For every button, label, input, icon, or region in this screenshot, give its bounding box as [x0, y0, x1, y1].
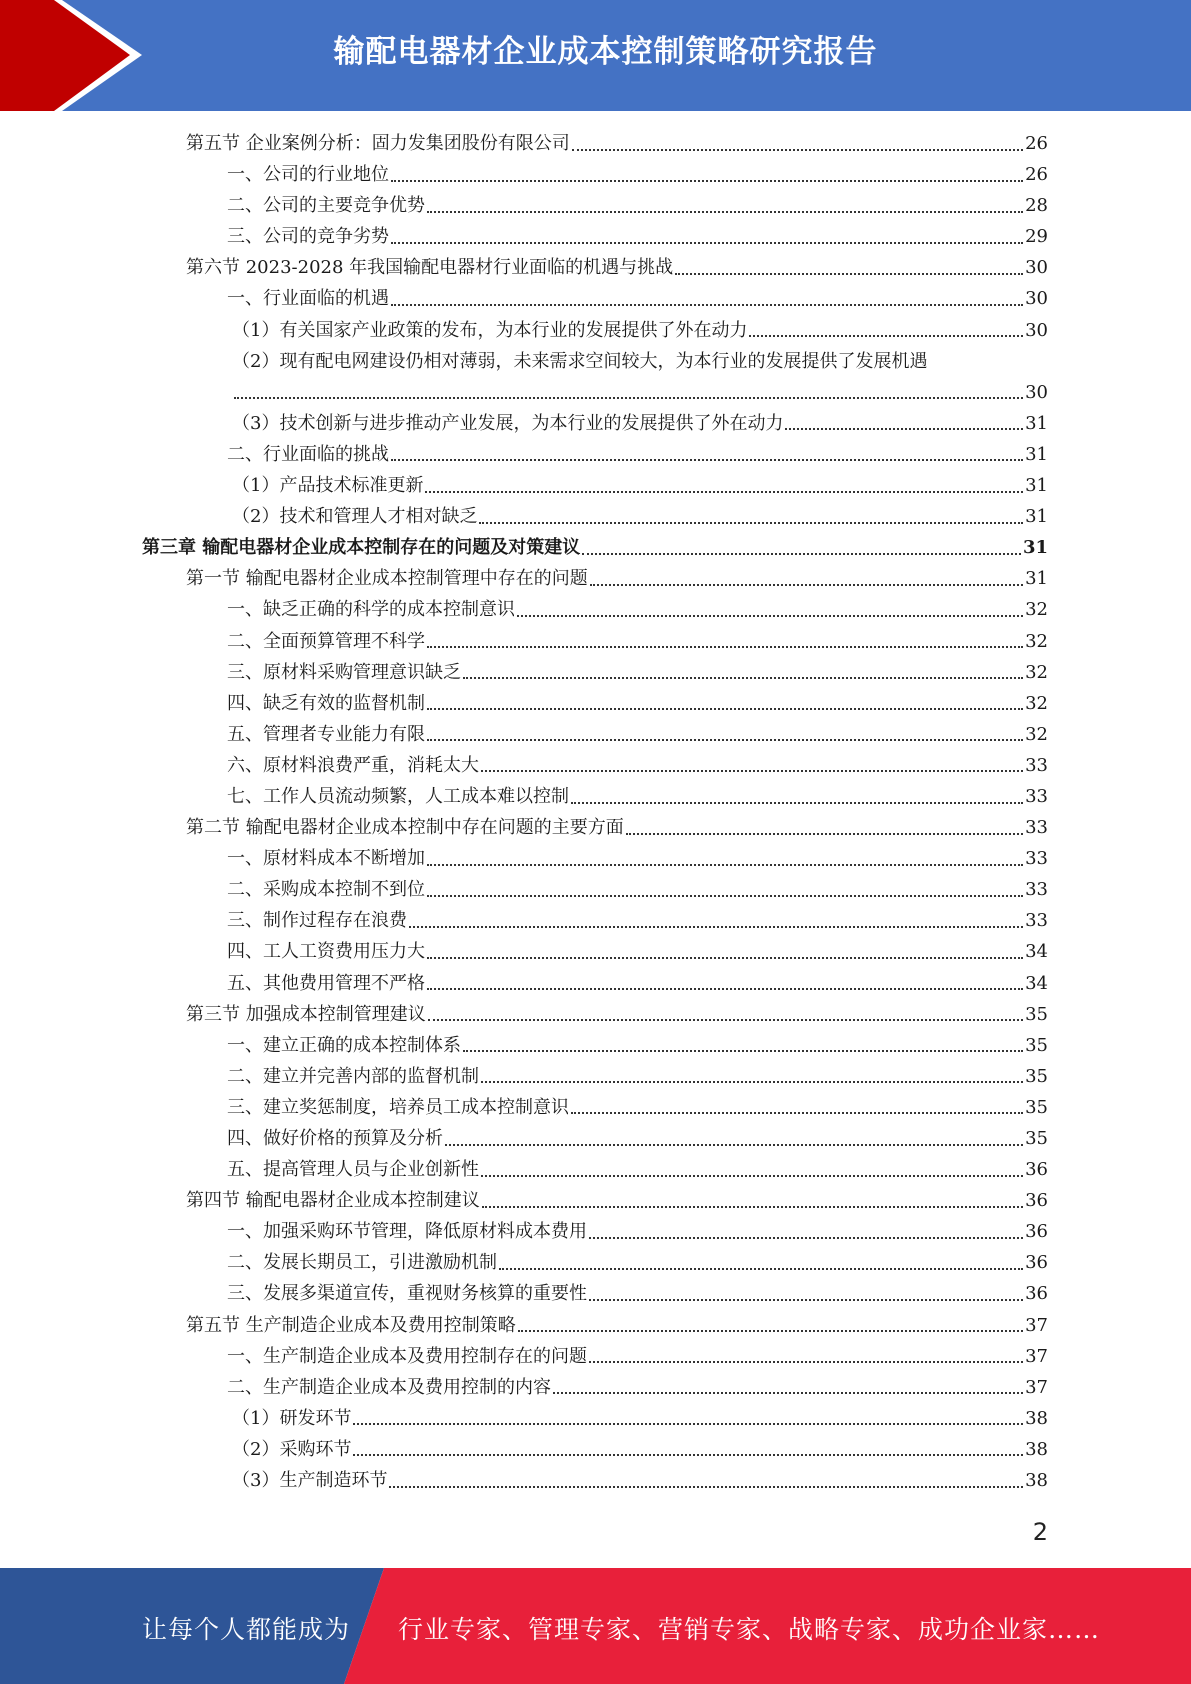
- toc-entry-page: 30: [1025, 257, 1048, 279]
- toc-entry-page: 33: [1025, 817, 1048, 839]
- toc-entry-title: 四、缺乏有效的监督机制: [227, 692, 425, 714]
- toc-entry-title: 三、原材料采购管理意识缺乏: [227, 661, 461, 683]
- toc-entry-page: 30: [1025, 288, 1048, 310]
- toc-dot-leader: [428, 1019, 1023, 1021]
- toc-entry-page: 32: [1025, 723, 1048, 745]
- toc-entry-title: 二、发展长期员工，引进激励机制: [227, 1252, 497, 1274]
- toc-entry-title: 二、建立并完善内部的监督机制: [227, 1065, 479, 1087]
- toc-dot-leader: [626, 833, 1023, 835]
- toc-entry-page: 30: [1025, 381, 1048, 403]
- toc-entry-title: （2）采购环节: [232, 1438, 352, 1460]
- toc-entry[interactable]: [142, 1061, 1048, 1092]
- toc-entry-title: 一、行业面临的机遇: [227, 288, 389, 310]
- toc-entry-title: 二、生产制造企业成本及费用控制的内容: [227, 1376, 551, 1398]
- toc-entry[interactable]: [142, 688, 1048, 719]
- report-header: [0, 0, 1191, 111]
- toc-entry-title: 三、制作过程存在浪费: [227, 910, 407, 932]
- toc-dot-leader: [481, 1081, 1023, 1083]
- toc-entry[interactable]: [142, 190, 1048, 221]
- toc-dot-leader: [234, 397, 1023, 399]
- toc-entry-page: 36: [1025, 1283, 1048, 1305]
- toc-entry[interactable]: [142, 221, 1048, 252]
- table-of-contents: [142, 128, 1048, 1496]
- toc-entry[interactable]: [142, 1341, 1048, 1372]
- toc-entry-page: 36: [1025, 1159, 1048, 1181]
- toc-entry-page: 33: [1025, 910, 1048, 932]
- toc-dot-leader: [427, 988, 1023, 990]
- toc-entry[interactable]: [142, 843, 1048, 874]
- toc-entry[interactable]: [142, 408, 1048, 439]
- toc-entry-page: 26: [1025, 133, 1048, 154]
- toc-entry-page: 31: [1025, 506, 1048, 528]
- toc-entry[interactable]: [142, 968, 1048, 999]
- toc-entry-title: 六、原材料浪费严重，消耗太大: [227, 754, 479, 776]
- toc-dot-leader: [749, 335, 1023, 337]
- toc-dot-leader: [353, 1423, 1023, 1425]
- toc-entry-title: 一、缺乏正确的科学的成本控制意识: [227, 599, 515, 621]
- toc-entry[interactable]: [142, 563, 1048, 594]
- toc-dot-leader: [391, 304, 1023, 306]
- toc-entry-title: 四、工人工资费用压力大: [227, 941, 425, 963]
- toc-entry[interactable]: [142, 812, 1048, 843]
- toc-dot-leader: [427, 895, 1023, 897]
- toc-entry-page: 31: [1025, 443, 1048, 465]
- toc-dot-leader: [582, 553, 1021, 555]
- toc-dot-leader: [409, 926, 1023, 928]
- toc-dot-leader: [571, 802, 1023, 804]
- toc-dot-leader: [675, 273, 1023, 275]
- page-number: 2: [1032, 1518, 1048, 1546]
- toc-entry-title: （1）有关国家产业政策的发布，为本行业的发展提供了外在动力: [232, 319, 748, 341]
- toc-entry[interactable]: [142, 439, 1048, 470]
- toc-entry-title: 一、建立正确的成本控制体系: [227, 1034, 461, 1056]
- toc-entry-title: 第五节 企业案例分析：固力发集团股份有限公司: [186, 133, 570, 154]
- toc-entry-title: 二、行业面临的挑战: [227, 443, 389, 465]
- toc-entry-title: 第二节 输配电器材企业成本控制中存在问题的主要方面: [186, 817, 624, 839]
- toc-entry-page: 36: [1025, 1252, 1048, 1274]
- toc-entry[interactable]: [142, 1372, 1048, 1403]
- toc-entry-page: 30: [1025, 319, 1048, 341]
- toc-entry-page: 35: [1025, 1034, 1048, 1056]
- toc-dot-leader: [353, 1454, 1023, 1456]
- toc-dot-leader: [391, 180, 1023, 182]
- toc-entry[interactable]: [142, 1154, 1048, 1185]
- toc-entry-page: 26: [1025, 164, 1048, 186]
- toc-entry-page: 38: [1025, 1438, 1048, 1460]
- toc-entry[interactable]: [142, 657, 1048, 688]
- toc-dot-leader: [427, 739, 1023, 741]
- toc-entry[interactable]: [142, 315, 1048, 346]
- toc-entry-page: 32: [1025, 661, 1048, 683]
- toc-entry[interactable]: [142, 1247, 1048, 1278]
- toc-entry[interactable]: [142, 905, 1048, 936]
- toc-entry-title: 五、其他费用管理不严格: [227, 972, 425, 994]
- toc-entry-title: 七、工作人员流动频繁，人工成本难以控制: [227, 785, 569, 807]
- toc-entry-title: 第五节 生产制造企业成本及费用控制策略: [186, 1314, 516, 1336]
- toc-entry[interactable]: [142, 1465, 1048, 1496]
- toc-entry[interactable]: [142, 750, 1048, 781]
- toc-entry-title: 一、原材料成本不断增加: [227, 848, 425, 870]
- toc-entry[interactable]: [142, 346, 1048, 377]
- toc-entry-title: 第一节 输配电器材企业成本控制管理中存在的问题: [186, 568, 588, 590]
- toc-entry-title: 第六节 2023-2028 年我国输配电器材行业面临的机遇与挑战: [186, 257, 674, 279]
- toc-dot-leader: [589, 1299, 1023, 1301]
- toc-entry[interactable]: [142, 283, 1048, 314]
- toc-entry-title: 二、公司的主要竞争优势: [227, 195, 425, 217]
- toc-entry[interactable]: [142, 470, 1048, 501]
- toc-entry[interactable]: [142, 1278, 1048, 1309]
- toc-dot-leader: [517, 615, 1023, 617]
- toc-entry[interactable]: [142, 377, 1048, 408]
- toc-entry[interactable]: [142, 128, 1048, 159]
- toc-entry-page: 34: [1025, 972, 1048, 994]
- report-title: 输配电器材企业成本控制策略研究报告: [333, 34, 878, 70]
- toc-entry[interactable]: [142, 626, 1048, 657]
- toc-entry-page: 33: [1025, 754, 1048, 776]
- toc-entry[interactable]: [142, 501, 1048, 532]
- toc-entry[interactable]: [142, 874, 1048, 905]
- toc-dot-leader: [590, 584, 1023, 586]
- toc-entry-title: 一、加强采购环节管理，降低原材料成本费用: [227, 1221, 587, 1243]
- toc-entry-title: 二、全面预算管理不科学: [227, 630, 425, 652]
- toc-entry-title: 三、公司的竞争劣势: [227, 226, 389, 248]
- toc-entry-title: 一、公司的行业地位: [227, 164, 389, 186]
- toc-dot-leader: [463, 1050, 1023, 1052]
- toc-dot-leader: [589, 1237, 1023, 1239]
- toc-entry[interactable]: [142, 999, 1048, 1030]
- toc-entry-title: （2）技术和管理人才相对缺乏: [232, 506, 478, 528]
- toc-entry-page: 37: [1025, 1345, 1048, 1367]
- toc-dot-leader: [427, 646, 1023, 648]
- toc-entry[interactable]: [142, 1403, 1048, 1434]
- toc-dot-leader: [391, 242, 1023, 244]
- toc-entry-page: 37: [1025, 1314, 1048, 1336]
- toc-entry[interactable]: [142, 1123, 1048, 1154]
- toc-entry-page: 34: [1025, 941, 1048, 963]
- toc-entry-title: 第三节 加强成本控制管理建议: [186, 1003, 426, 1025]
- toc-dot-leader: [427, 957, 1023, 959]
- toc-entry-title: （3）技术创新与进步推动产业发展，为本行业的发展提供了外在动力: [232, 412, 784, 434]
- toc-dot-leader: [389, 1486, 1023, 1488]
- toc-dot-leader: [427, 211, 1023, 213]
- toc-entry[interactable]: [142, 1030, 1048, 1061]
- toc-entry-title: 二、采购成本控制不到位: [227, 879, 425, 901]
- toc-dot-leader: [553, 1392, 1023, 1394]
- toc-dot-leader: [482, 1206, 1023, 1208]
- toc-entry-page: 35: [1025, 1003, 1048, 1025]
- toc-entry-page: 33: [1025, 848, 1048, 870]
- toc-entry-title: 一、生产制造企业成本及费用控制存在的问题: [227, 1345, 587, 1367]
- toc-entry-page: 28: [1025, 195, 1048, 217]
- toc-dot-leader: [499, 1268, 1023, 1270]
- toc-entry[interactable]: [142, 532, 1048, 563]
- toc-dot-leader: [427, 864, 1023, 866]
- toc-dot-leader: [445, 1144, 1023, 1146]
- toc-entry[interactable]: [142, 594, 1048, 625]
- toc-dot-leader: [571, 1112, 1023, 1114]
- toc-entry-title: 三、建立奖惩制度，培养员工成本控制意识: [227, 1096, 569, 1118]
- toc-entry-page: 38: [1025, 1470, 1048, 1492]
- toc-entry-page: 31: [1025, 475, 1048, 497]
- toc-entry[interactable]: [142, 781, 1048, 812]
- footer-banner: [0, 1568, 1191, 1684]
- toc-entry-page: 31: [1025, 568, 1048, 590]
- toc-entry[interactable]: [142, 1185, 1048, 1216]
- toc-entry-page: 32: [1025, 630, 1048, 652]
- toc-entry-title: 五、提高管理人员与企业创新性: [227, 1159, 479, 1181]
- toc-entry-page: 35: [1025, 1096, 1048, 1118]
- toc-entry-title: 第四节 输配电器材企业成本控制建议: [186, 1190, 480, 1212]
- toc-dot-leader: [481, 770, 1023, 772]
- toc-dot-leader: [518, 1330, 1023, 1332]
- toc-entry-page: 33: [1025, 879, 1048, 901]
- toc-entry-title: 五、管理者专业能力有限: [227, 723, 425, 745]
- toc-entry-page: 31: [1022, 537, 1048, 559]
- toc-entry-title: （1）产品技术标准更新: [232, 475, 424, 497]
- toc-dot-leader: [572, 149, 1023, 151]
- toc-entry-page: 32: [1025, 692, 1048, 714]
- toc-entry-page: 38: [1025, 1407, 1048, 1429]
- toc-entry[interactable]: [142, 1092, 1048, 1123]
- toc-dot-leader: [391, 459, 1023, 461]
- footer-slogan-right: 行业专家、管理专家、营销专家、战略专家、成功企业家……: [398, 1615, 1101, 1644]
- footer-slogan-left: 让每个人都能成为: [142, 1615, 351, 1644]
- toc-entry-page: 36: [1025, 1221, 1048, 1243]
- toc-entry-page: 35: [1025, 1065, 1048, 1087]
- toc-entry-page: 33: [1025, 785, 1048, 807]
- toc-dot-leader: [479, 522, 1023, 524]
- toc-entry[interactable]: [142, 719, 1048, 750]
- toc-dot-leader: [481, 1175, 1023, 1177]
- toc-dot-leader: [785, 428, 1023, 430]
- toc-dot-leader: [425, 491, 1023, 493]
- toc-entry[interactable]: [142, 159, 1048, 190]
- toc-entry-title: （1）研发环节: [232, 1407, 352, 1429]
- toc-entry-page: 31: [1025, 412, 1048, 434]
- toc-entry-page: 36: [1025, 1190, 1048, 1212]
- toc-dot-leader: [589, 1361, 1023, 1363]
- toc-entry[interactable]: [142, 252, 1048, 283]
- toc-entry-title: 第三章 输配电器材企业成本控制存在的问题及对策建议: [142, 537, 581, 559]
- toc-entry[interactable]: [142, 1216, 1048, 1247]
- toc-entry-title: 三、发展多渠道宣传，重视财务核算的重要性: [227, 1283, 587, 1305]
- toc-entry-page: 37: [1025, 1376, 1048, 1398]
- toc-entry-title: 四、做好价格的预算及分析: [227, 1128, 443, 1149]
- toc-entry-page: 29: [1025, 226, 1048, 248]
- toc-dot-leader: [463, 677, 1023, 679]
- toc-entry-page: 35: [1025, 1128, 1048, 1149]
- toc-entry[interactable]: [142, 1310, 1048, 1341]
- toc-entry[interactable]: [142, 1434, 1048, 1465]
- toc-entry-page: 32: [1025, 599, 1048, 621]
- toc-dot-leader: [427, 708, 1023, 710]
- toc-entry[interactable]: [142, 936, 1048, 967]
- toc-entry-title: （2）现有配电网建设仍相对薄弱，未来需求空间较大，为本行业的发展提供了发展机遇: [232, 350, 928, 372]
- toc-entry-title: （3）生产制造环节: [232, 1470, 388, 1492]
